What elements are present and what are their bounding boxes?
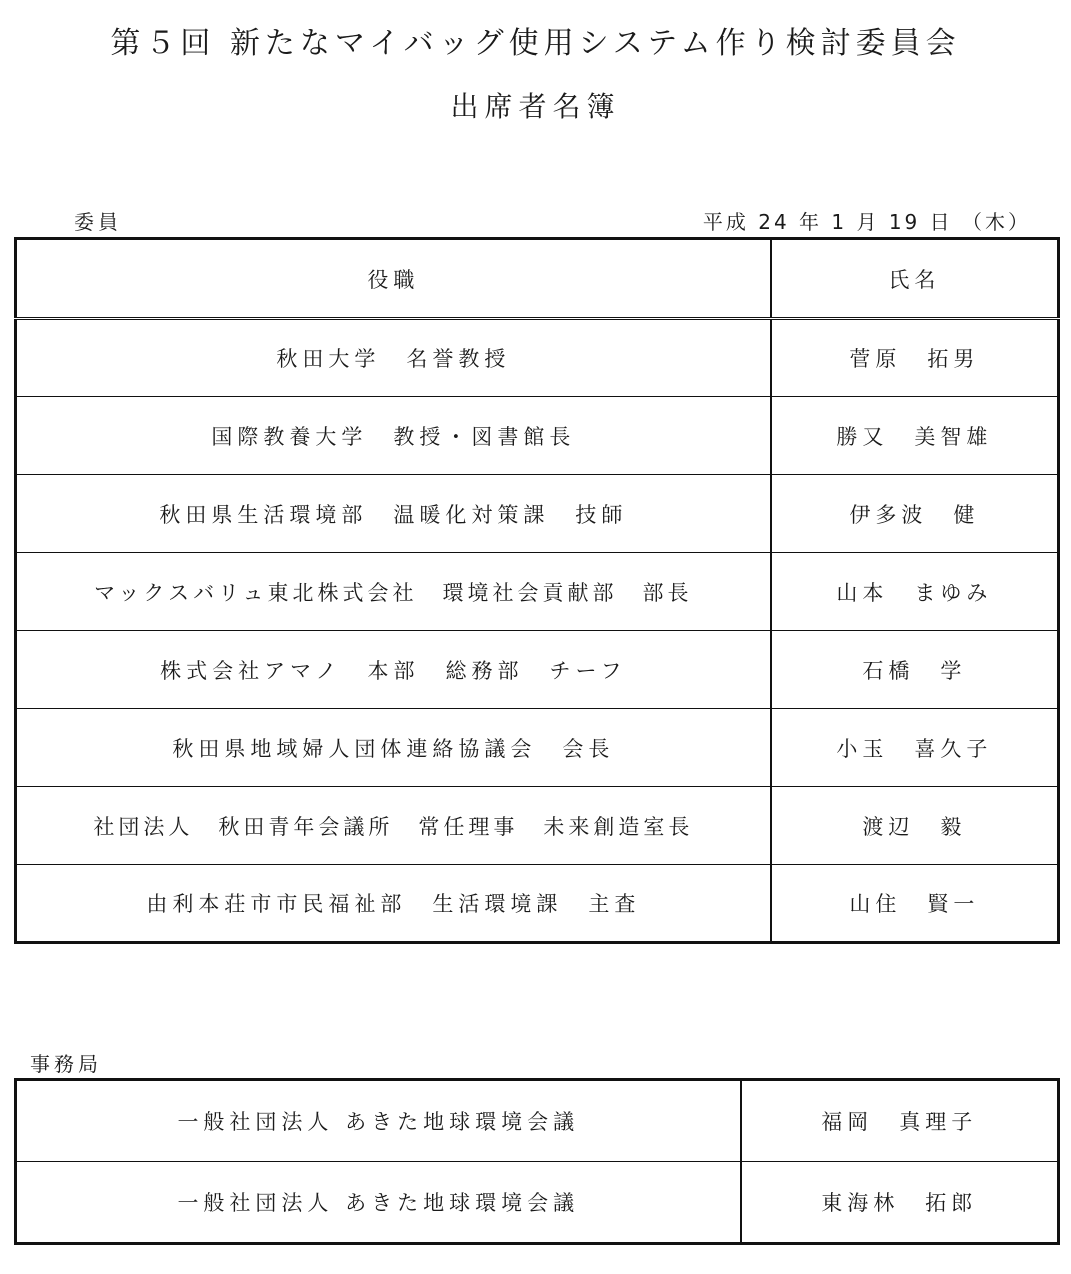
document-subtitle: 出席者名簿 — [450, 90, 621, 123]
member-name: 伊多波 健 — [771, 475, 1059, 553]
secretariat-name: 東海林 拓郎 — [741, 1162, 1059, 1244]
header-role: 役職 — [16, 239, 771, 319]
table-row — [16, 631, 1059, 709]
member-name: 菅原 拓男 — [771, 319, 1059, 397]
member-role: 株式会社アマノ 本部 総務部 チーフ — [16, 631, 771, 709]
table-row — [16, 1162, 1059, 1244]
member-role: 秋田県生活環境部 温暖化対策課 技師 — [16, 475, 771, 553]
member-role: 由利本荘市市民福祉部 生活環境課 主査 — [16, 865, 771, 943]
secretariat-table — [14, 1078, 1060, 1245]
table-row — [16, 475, 1059, 553]
meeting-date: 平成 24 年 1 月 19 日 （木） — [702, 210, 1031, 234]
member-role: 社団法人 秋田青年会議所 常任理事 未来創造室長 — [16, 787, 771, 865]
member-name: 勝又 美智雄 — [771, 397, 1059, 475]
secretariat-role: 一般社団法人 あきた地球環境会議 — [16, 1162, 741, 1244]
member-name: 小玉 喜久子 — [771, 709, 1059, 787]
table-row — [16, 709, 1059, 787]
secretariat-role: 一般社団法人 あきた地球環境会議 — [16, 1080, 741, 1162]
member-name: 山本 まゆみ — [771, 553, 1059, 631]
table-row — [16, 1080, 1059, 1162]
secretariat-label: 事務局 — [30, 1052, 102, 1076]
member-name: 渡辺 毅 — [771, 787, 1059, 865]
header-name: 氏名 — [771, 239, 1059, 319]
members-table — [14, 237, 1060, 944]
table-row — [16, 319, 1059, 397]
document-title: 第５回 新たなマイバッグ使用システム作り検討委員会 — [110, 26, 961, 61]
member-role: 秋田県地域婦人団体連絡協議会 会長 — [16, 709, 771, 787]
table-row — [16, 787, 1059, 865]
member-role: 国際教養大学 教授・図書館長 — [16, 397, 771, 475]
secretariat-name: 福岡 真理子 — [741, 1080, 1059, 1162]
table-row — [16, 553, 1059, 631]
member-name: 山住 賢一 — [771, 865, 1059, 943]
member-role: マックスバリュ東北株式会社 環境社会貢献部 部長 — [16, 553, 771, 631]
table-row — [16, 397, 1059, 475]
members-header-row — [16, 239, 1059, 319]
member-role: 秋田大学 名誉教授 — [16, 319, 771, 397]
table-row — [16, 865, 1059, 943]
members-label: 委員 — [74, 210, 122, 234]
member-name: 石橋 学 — [771, 631, 1059, 709]
